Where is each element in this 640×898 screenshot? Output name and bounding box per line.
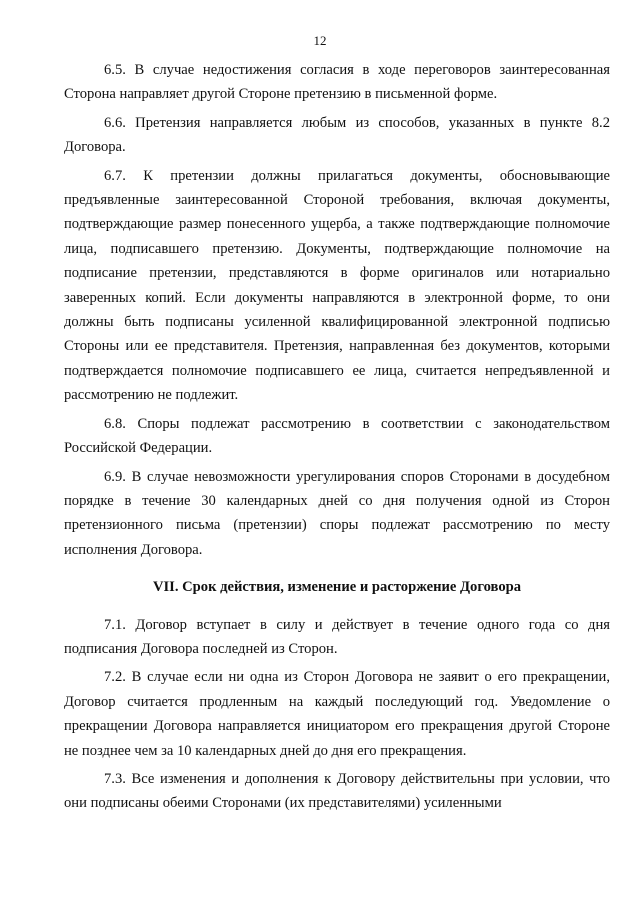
document-body: [64, 58, 610, 820]
paragraph-6-9: 6.9. В случае невозможности урегулирования споров Сторонами в досудебном порядке в течение 30 календарных дней со дня получения одной из Сторон претензионного письма (претензии) споры подлежат рассмотрению по месту исполнения Договора.: [64, 468, 610, 558]
paragraph-6-5: 6.5. В случае недостижения согласия в ходе переговоров заинтересованная Сторона направляет другой Стороне претензию в письменной форме.: [64, 62, 610, 103]
paragraph-6-6: 6.6. Претензия направляется любым из способов, указанных в пункте 8.2 Договора.: [64, 114, 610, 156]
section-7-heading: VII. Срок действия, изменение и расторжение Договора: [152, 579, 522, 596]
paragraph-7-3: 7.3. Все изменения и дополнения к Договору действительны при условии, что они подписаны обеими Сторонами (их представителями) усиленными: [64, 770, 610, 812]
paragraph-6-7: 6.7. К претензии должны прилагаться документы, обосновывающие предъявленные заинтересованной Стороной требования, включая документы, подтверждающие размер понесенного ущерба, а также подтверждающие полномочие лица, подписавшего претензию. Документы, подтверждающие полномочие на подписание претензии, представляются в форме оригиналов или нотариально заверенных копий. Если документы направляются в электронной форме, то они должны быть подписаны усиленной квалифицированной электронной подписью Стороны или ее представителя. Претензия, направленная без документов, которыми подтверждается полномочие подписавшего ее лица, считается непредъявленной и рассмотрению не подлежит.: [64, 167, 610, 404]
paragraph-6-8: 6.8. Споры подлежат рассмотрению в соответствии с законодательством Российской Федерации.: [64, 415, 610, 457]
paragraph-7-1: 7.1. Договор вступает в силу и действует в течение одного года со дня подписания Договора последней из Сторон.: [64, 616, 610, 657]
page-number: 12: [313, 33, 327, 48]
paragraph-7-2: 7.2. В случае если ни одна из Сторон Договора не заявит о его прекращении, Договор считается продленным на каждый последующий год. Уведомление о прекращении Договора направляется инициатором его прекращения другой Стороне не позднее чем за 10 календарных дней до дня его прекращения.: [64, 669, 610, 759]
